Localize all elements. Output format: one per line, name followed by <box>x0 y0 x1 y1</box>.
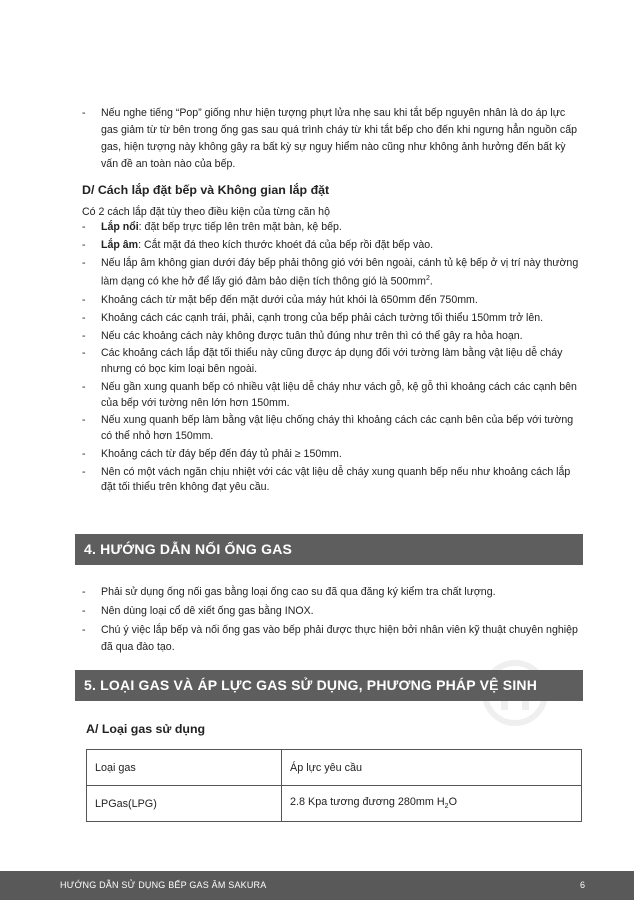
list-item: - Nếu xung quanh bếp làm bằng vật liệu chống cháy thì khoảng cách các cạnh bên của bếp với tường có thể nhỏ hơn 150mm. <box>82 414 574 443</box>
table-header-pressure: Áp lực yêu cầu <box>282 750 582 786</box>
list-item: - Khoảng cách từ mặt bếp đến mặt dưới của máy hút khói là 650mm đến 750mm. <box>82 293 478 306</box>
list-item: - Lắp nổi: đặt bếp trực tiếp lên trên mặt bàn, kệ bếp. <box>82 221 342 233</box>
list-item: - Nếu các khoảng cách này không được tuân thủ đúng như trên thì có thể gây ra hỏa hoạn. <box>82 329 523 342</box>
list-item: - Các khoảng cách lắp đặt tối thiểu này cũng được áp dụng đối với tường làm bằng vật liệu dễ cháy nhưng có bọc kim loại bên ngoài. <box>82 347 563 376</box>
table-header-gas-type: Loại gas <box>87 750 282 786</box>
list-item: - Khoảng cách các cạnh trái, phải, cạnh trong của bếp phải cách tường tối thiểu 150mm trở lên. <box>82 311 544 324</box>
list-item: - Chú ý việc lắp bếp và nối ống gas vào bếp phải được thực hiện bởi nhân viên kỹ thuật chuyên nghiệp đã qua đào tạo. <box>82 624 578 653</box>
install-bullet-list <box>82 220 582 498</box>
bullet-dash: - <box>82 107 86 119</box>
table-row <box>87 786 582 822</box>
table-cell-gas: LPGas(LPG) <box>87 786 282 822</box>
list-item: - Khoảng cách từ đáy bếp đến đáy tủ phải ≥ 150mm. <box>82 447 342 460</box>
page-footer <box>0 871 634 900</box>
section-5-banner: 5. LOẠI GAS VÀ ÁP LỰC GAS SỬ DỤNG, PHƯƠNG PHÁP VỆ SINH <box>75 670 583 701</box>
section-4-bullet-list <box>82 584 582 656</box>
page-number: 6 <box>579 880 585 890</box>
table-cell-pressure: 2.8 Kpa tương đương 280mm $H_2O$ <box>282 786 582 822</box>
list-item: - Nên có một vách ngăn chịu nhiệt với các vật liệu dễ cháy xung quanh bếp nếu như khoảng cách lắp đặt tối thiểu trên không đạt yêu cầu. <box>82 465 571 494</box>
list-item: - Lắp âm: Cắt mặt đá theo kích thước khoét đá của bếp rồi đặt bếp vào. <box>82 238 434 251</box>
install-heading: D/ Cách lắp đặt bếp và Không gian lắp đặt <box>82 183 330 197</box>
list-item: - Nếu lắp âm không gian dưới đáy bếp phải thông gió với bên ngoài, cánh tủ kệ bếp ở vị trí này thường làm dạng có khe hở để lấy gió đảm bảo diện tích thông gió là $500mm^2$. <box>82 256 579 288</box>
list-item: - Nên dùng loại cổ dê xiết ống gas bằng INOX. <box>82 605 314 617</box>
list-item: - Nếu nghe tiếng “Pop” giống như hiện tượng phựt lửa nhẹ sau khi tắt bếp nguyên nhân là do áp lực gas giảm từ từ bên trong ống gas sau quá trình cháy từ khi tắt bếp cho đến khi ngưng hẳn nguồn cấp gas, hiện tượng này không gây ra bất kỳ sự nguy hiểm nào cũng như không ảnh hưởng đến bất kỳ vấn đề an toàn nào của bếp. <box>82 107 577 170</box>
list-item: - Phải sử dụng ống nối gas bằng loại ống cao su đã qua đăng ký kiểm tra chất lượng. <box>82 586 496 598</box>
intro-bullet-list <box>82 105 582 173</box>
gas-type-heading: A/ Loại gas sử dụng <box>86 722 206 736</box>
footer-title: HƯỚNG DẪN SỬ DỤNG BẾP GAS ÂM SAKURA <box>60 880 267 890</box>
install-intro: Có 2 cách lắp đặt tùy theo điều kiện của từng căn hộ <box>82 206 330 218</box>
table-header-row <box>87 750 582 786</box>
list-item: - Nếu gần xung quanh bếp có nhiều vật liệu dễ cháy như vách gỗ, kệ gỗ thì khoảng cách các cạnh bên của bếp với tường nên lớn hơn 150mm. <box>82 380 577 409</box>
section-4-banner: 4. HƯỚNG DẪN NỐI ỐNG GAS <box>75 534 583 565</box>
gas-pressure-table <box>86 749 582 822</box>
